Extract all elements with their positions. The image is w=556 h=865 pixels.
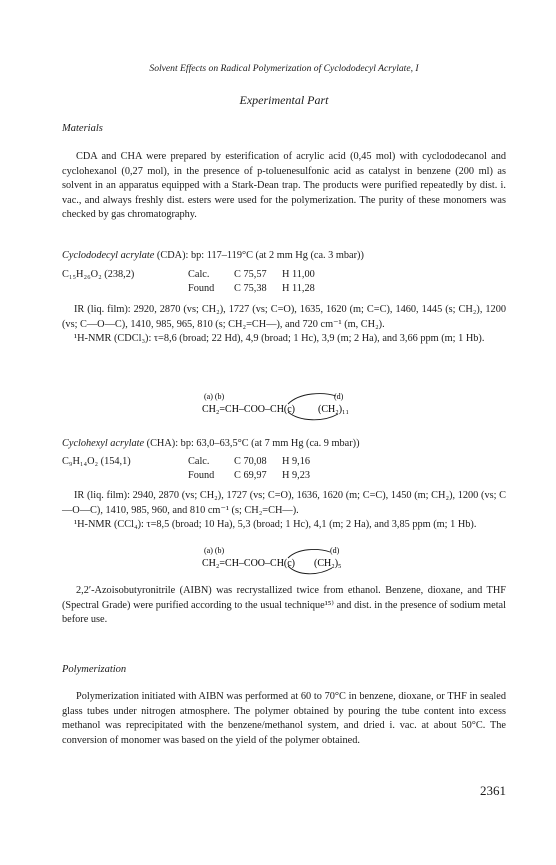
cda-props: (CDA): bp: 117–119°C (at 2 mm Hg (ca. 3 mbar)) [154,250,364,261]
cda-ring-bond-top [288,394,336,404]
running-head: Solvent Effects on Radical Polymerization of Cyclododecyl Acrylate, I [149,63,419,74]
cda-struct-ring-label: (d) [334,392,344,401]
cda-nmr: ¹H-NMR (CDCl₃): τ=8,6 (broad; 22 Hd), 4,9 (broad; 1 Hc), 3,9 (m; 2 Ha), and 3,66 ppm (m; 1 Hb). [74,333,485,345]
cha-elemental-analysis [62,455,506,485]
cha-ir: IR (liq. film): 2940, 2870 (vs; CH₂), 1727 (vs; C=O), 1636, 1620 (m; C=C), 1450 (m; CH₂), 1200 (vs; C—O—C), 1410, 985, 960, and 810 cm⁻¹ (s; CH₂=CH—). [62,490,506,516]
cha-found-label: Found [188,470,215,481]
cha-struct-ring: (CH₂)₅ [314,558,342,569]
cha-calc-h: H 9,16 [282,456,311,467]
cha-found-c: C 69,97 [234,470,267,481]
cda-structure-drawing [62,390,506,424]
cha-structure-drawing [62,544,506,578]
cda-elemental-analysis [62,268,506,298]
cda-calc-label: Calc. [188,269,210,280]
cha-calc-c: C 70,08 [234,456,267,467]
cda-struct-chain: CH₂=CH–COO–CH(c) [202,404,296,415]
cda-calc-h: H 11,00 [282,269,315,280]
page-number: 2361 [480,783,506,798]
polymerization-text: Polymerization initiated with AIBN was performed at 60 to 70°C in benzene, dioxane, or THF in sealed glass tubes under nitrogen atmosphere. The polymer obtained by pouring the tube content into excess methanol was reprecipitated with the benzene/methanol system, and dried i. vac. at about 50°C. The conversion of monomer was based on the yield of the polymer obtained. [62,691,506,746]
cda-name: Cyclododecyl acrylate [62,250,155,261]
cha-props: (CHA): bp: 63,0–63,5°C (at 7 mm Hg (ca. 9 mbar)) [144,438,360,449]
cda-found-h: H 11,28 [282,283,315,294]
cha-name: Cyclohexyl acrylate [62,438,145,449]
cda-struct-labels: (a) (b) [204,392,225,401]
aibn-paragraph [62,584,506,628]
cda-ir: IR (liq. film): 2920, 2870 (vs; CH₂), 1727 (vs; C=O), 1635, 1620 (m; C=C), 1460, 1445 (s; CH₂), 1200 (vs; C—O—C), 1410, 985, 965, 810 (s; CH₂=CH—), and 720 cm⁻¹ (m, CH₂). [62,304,506,330]
cha-header [62,438,506,449]
cha-spectra [62,489,506,533]
cda-calc-c: C 75,57 [234,269,267,280]
cda-found-c: C 75,38 [234,283,267,294]
aibn-text: 2,2′-Azoisobutyronitrile (AIBN) was recrystallized twice from ethanol. Benzene, dioxane, and THF (Spectral Grade) were purified according to the usual technique¹⁵⁾ and dist. in the presence of sodium metal before use. [62,585,506,626]
cha-formula: C₉H₁₄O₂ (154,1) [62,456,131,467]
cha-found-h: H 9,23 [282,470,311,481]
cha-structure [62,544,506,576]
cha-struct-labels: (a) (b) [204,546,225,555]
cha-ring-bond-top [288,550,330,558]
materials-paragraph [62,150,506,223]
cda-struct-ring: (CH₂)₁₁ [318,404,350,415]
materials-heading: Materials [62,123,103,134]
polymerization-paragraph [62,690,506,748]
cha-nmr: ¹H-NMR (CCl₄): τ=8,5 (broad; 10 Ha), 5,3 (broad; 1 Hc), 4,1 (m; 2 Ha), and 3,85 ppm (m; 1 Hb). [74,519,477,531]
cda-structure [62,390,506,422]
cda-spectra [62,303,506,347]
cha-struct-chain: CH₂=CH–COO–CH(c) [202,558,296,569]
cha-calc-label: Calc. [188,456,210,467]
section-title: Experimental Part [239,93,329,107]
cda-formula: C₁₅H₂₆O₂ (238,2) [62,269,135,280]
cda-header [62,250,506,261]
cda-found-label: Found [188,283,215,294]
cha-struct-ring-label: (d) [330,546,340,555]
materials-intro-text: CDA and CHA were prepared by esterification of acrylic acid (0,45 mol) with cyclododecanol and cyclohexanol (0,27 mol), in the presence of p-toluenesulfonic acid as catalyst in benzene (200 ml) as solvent in an apparatus equipped with a Stark-Dean trap. The products were purified repeatedly by dist. i. vac., and always freshly dist. esters were used for the polymerization. The purity of these monomers was checked by gas chromatography. [62,151,506,221]
polymerization-heading: Polymerization [62,664,127,675]
